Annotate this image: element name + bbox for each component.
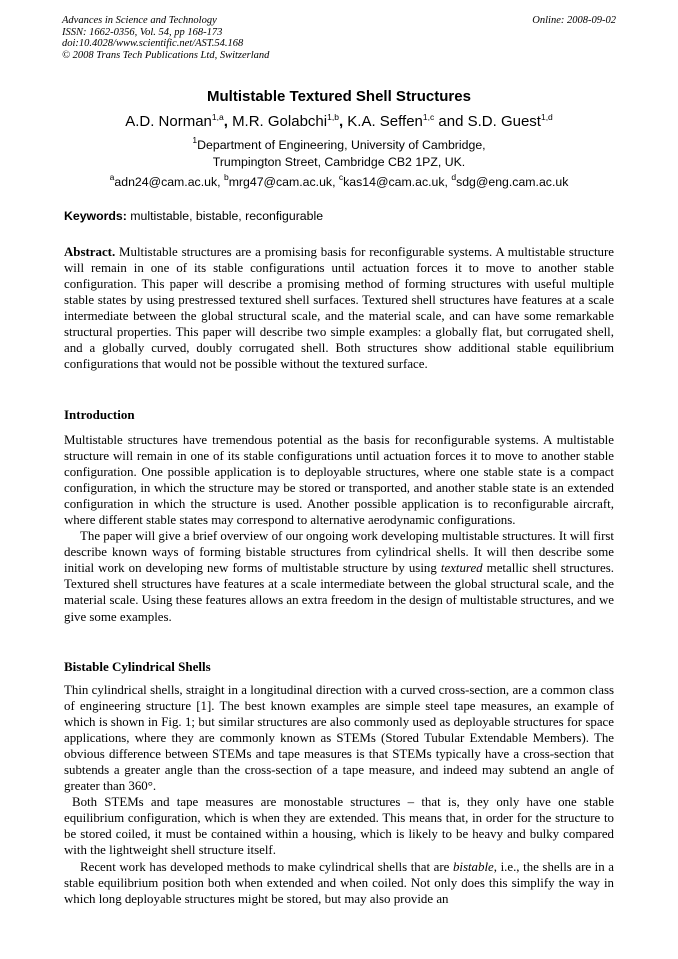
copyright-line: © 2008 Trans Tech Publications Ltd, Switzerland [62,49,270,61]
introduction-body [64,432,614,625]
author-superscript: 1,d [540,112,553,122]
email-superscript: c [338,172,344,182]
abstract-text: Multistable structures are a promising basis for reconfigurable systems. A multistable structure will remain in one of its stable configurations until actuation forces it to move to another stable configuration. This paper will describe a promising method of forming structures with useful multiple stable states by using prestressed textured shell surfaces. Textured shell structures have features at a scale intermediate between the global structural scale, and the material scale, and can have some remarkable structural properties. This paper will describe two simple examples: a globally flat, but corrugated shell, and a globally curved, doubly corrugated shell. Both structures show additional stable equilibrium configurations that would not be possible without the textured surface. [64,245,614,372]
email-superscript: d [451,172,457,182]
author-separator: , [338,113,348,130]
keywords-text: multistable, bistable, reconfigurable [126,209,324,223]
bistable-paragraph-1: Thin cylindrical shells, straight in a longitudinal direction with a curved cross-section, are a common class of engineering structure [1]. The best known examples are simple steel tape measures, an example of which is shown in Fig. 1; but similar structures are also commonly used as deployable structures for space applications, where they are commonly known as STEMs (Stored Tubular Extendable Members). The obvious difference between STEMs and tape measures is that STEMs typically have a cross-section that subtends a greater angle than the cross-section of a tape measure, and indeed may subtend an angle of greater than 360°. [64,683,614,794]
online-date: Online: 2008-09-02 [532,15,616,26]
paper-title: Multistable Textured Shell Structures [207,88,471,105]
author-superscript: 1,c [422,112,435,122]
affiliation-superscript: 1 [192,135,198,145]
author-superscript: 1,a [211,112,224,122]
author-separator: , [223,113,233,130]
affiliation [0,137,678,170]
abstract-label: Abstract. [64,245,116,259]
journal-header [62,15,618,61]
author-name: S.D. Guest [467,113,541,130]
paragraph-text: metallic shell structures. Textured shell structures have features at a scale intermediate between the global structural scale, and the material scale. Using these features allows an extra freedom in the design of multistable structures, and we give some examples. [64,561,614,624]
introduction-paragraph-2 [64,528,614,624]
emphasis-text: textured [440,561,483,576]
bistable-paragraph-3 [64,859,614,907]
keywords [64,209,323,223]
bistable-paragraph-2: Both STEMs and tape measures are monostable structures – that is, they only have one stable equilibrium configuration, which is when they are extended. This means that, in order for the structure to be stored coiled, it must be contained within a housing, which is likely to be heavy and bulky compared with the lightweight shell structure itself. [64,795,614,858]
email-address: adn24@cam.ac.uk, [114,175,224,189]
emphasis-text: bistable [452,859,494,874]
affiliation-line-2: Trumpington Street, Cambridge CB2 1PZ, UK. [212,154,466,169]
author-separator: and [434,113,468,130]
email-superscript: b [223,172,229,182]
email-address: mrg47@cam.ac.uk, [228,175,339,189]
bistable-body [64,682,614,907]
email-list [0,172,678,189]
email-superscript: a [109,172,115,182]
author-name: M.R. Golabchi [232,113,328,130]
paragraph-text: Recent work has developed methods to make cylindrical shells that are [80,859,453,874]
issn-line: ISSN: 1662-0356, Vol. 54, pp 168-173 [62,26,223,38]
keywords-label: Keywords: [64,209,127,223]
bistable-heading: Bistable Cylindrical Shells [64,659,211,674]
paragraph-text: The paper will give a brief overview of our ongoing work developing multistable structures. It will first describe known ways of forming bistable structures from cylindrical shells. It will then describe some initial work on developing new forms of multistable structure by using [64,529,614,576]
doi-line: doi:10.4028/www.scientific.net/AST.54.168 [62,38,244,50]
author-name: K.A. Seffen [347,113,423,130]
author-name: A.D. Norman [125,113,212,130]
email-address: sdg@eng.cam.ac.uk [456,175,569,189]
abstract [64,244,614,372]
author-list [0,113,678,130]
author-superscript: 1,b [327,112,339,122]
paragraph-text: , i.e., the shells are in a stable equilibrium position both when extended and when coiled. Not only does this simplify the way in which long deployable structures might be stored, but may also provide an [64,859,615,906]
affiliation-line-1: Department of Engineering, University of Cambridge, [197,138,486,152]
journal-name: Advances in Science and Technology [62,15,217,26]
introduction-paragraph-1: Multistable structures have tremendous potential as the basis for reconfigurable systems. A multistable structure will remain in one of its stable configurations until actuation forces it to move to another stable configuration. One possible application is to deployable structures, where one stable state is a compact configuration, in which the structure may be stored or transported, and another stable state is an extended configuration in which the structure is used. Another possible application is to reconfigurable aircraft, where different stable states may correspond to alternative aerodynamic configurations. [64,433,614,528]
introduction-heading: Introduction [64,407,135,422]
email-address: kas14@cam.ac.uk, [343,175,452,189]
